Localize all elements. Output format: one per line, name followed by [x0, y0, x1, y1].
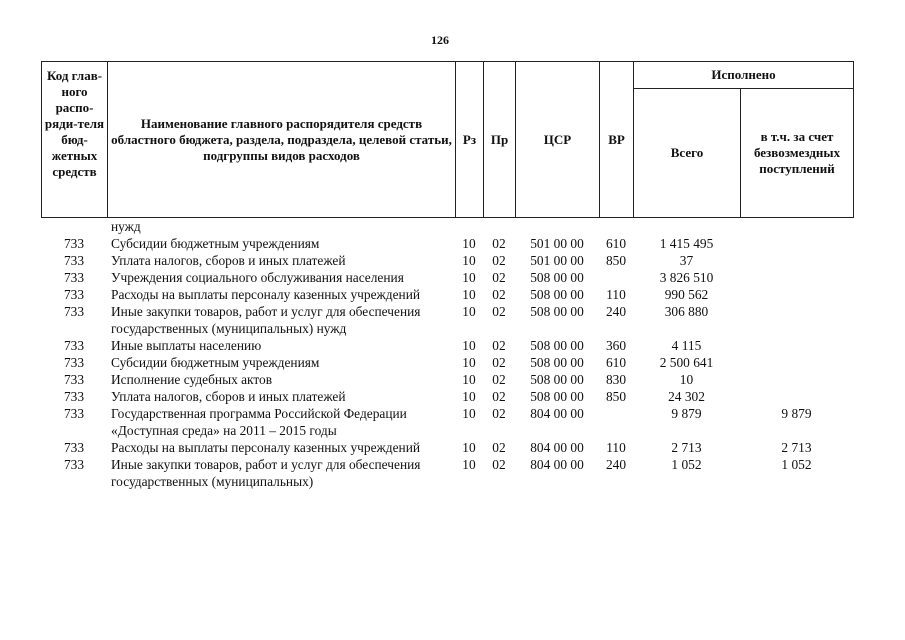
row-free — [740, 388, 853, 405]
row-free: 1 052 — [781, 457, 812, 472]
row-code: 733 — [63, 270, 85, 285]
row-name: Государственная программа Российской Федерации «Доступная среда» на 2011 – 2015 годы — [111, 406, 407, 438]
row-rz: 10 — [462, 236, 476, 251]
row-pr: 02 — [492, 253, 506, 268]
row-csr: 508 00 00 — [530, 355, 584, 370]
row-vr: 610 — [605, 236, 627, 251]
row-name: Исполнение судебных актов — [111, 372, 273, 387]
row-name: Учреждения социального обслуживания населения — [111, 270, 404, 285]
row-csr: 508 00 00 — [530, 270, 584, 285]
row-total: 1 052 — [671, 457, 702, 472]
row-csr: 508 00 00 — [530, 287, 584, 302]
row-total: 37 — [679, 253, 694, 268]
row-pr: 02 — [492, 440, 506, 455]
header-rz: Рз — [456, 62, 484, 218]
table-header — [41, 61, 854, 218]
row-vr — [599, 269, 633, 286]
row-pr: 02 — [492, 304, 506, 319]
row-rz: 10 — [462, 457, 476, 472]
row-rz — [455, 218, 483, 235]
row-name: Расходы на выплаты персоналу казенных учреждений — [111, 287, 421, 302]
row-code: 733 — [63, 457, 85, 472]
row-code: 733 — [63, 355, 85, 370]
row-total — [633, 218, 740, 235]
row-vr: 610 — [605, 355, 627, 370]
row-pr: 02 — [492, 287, 506, 302]
row-vr: 110 — [606, 440, 626, 455]
row-free — [740, 286, 853, 303]
row-code: 733 — [63, 338, 85, 353]
row-code: 733 — [63, 372, 85, 387]
table-row — [41, 303, 853, 337]
row-rz: 10 — [462, 304, 476, 319]
table-row — [41, 388, 853, 405]
row-free — [740, 337, 853, 354]
page-number: 126 — [431, 33, 449, 47]
row-name: Иные закупки товаров, работ и услуг для обеспечения государственных (муниципальных) — [111, 457, 421, 489]
header-total: Всего — [634, 89, 741, 218]
row-free — [740, 303, 853, 337]
row-rz: 10 — [462, 287, 476, 302]
row-pr: 02 — [492, 236, 506, 251]
row-csr — [515, 218, 599, 235]
table-row — [41, 405, 853, 439]
row-pr — [483, 218, 515, 235]
row-total: 2 500 641 — [659, 355, 714, 370]
table-row — [41, 218, 853, 235]
row-name: нужд — [111, 219, 141, 234]
table-row — [41, 269, 853, 286]
row-free — [740, 235, 853, 252]
row-rz: 10 — [462, 389, 476, 404]
row-rz: 10 — [462, 440, 476, 455]
row-code: 733 — [63, 389, 85, 404]
row-rz: 10 — [462, 355, 476, 370]
row-pr: 02 — [492, 355, 506, 370]
row-code: 733 — [63, 440, 85, 455]
header-name: Наименование главного распорядителя средств областного бюджета, раздела, подраздела, целевой статьи, подгруппы видов расходов — [108, 62, 456, 218]
row-name: Уплата налогов, сборов и иных платежей — [111, 389, 346, 404]
row-csr: 508 00 00 — [530, 372, 584, 387]
row-free: 9 879 — [781, 406, 812, 421]
row-code: 733 — [63, 253, 85, 268]
data-table — [41, 218, 853, 490]
row-total: 3 826 510 — [659, 270, 714, 285]
row-rz: 10 — [462, 270, 476, 285]
row-code: 733 — [63, 236, 85, 251]
row-name: Иные выплаты населению — [111, 338, 262, 353]
row-csr: 804 00 00 — [530, 457, 584, 472]
row-rz: 10 — [462, 253, 476, 268]
row-code: 733 — [63, 304, 85, 319]
row-vr: 240 — [605, 457, 627, 472]
row-rz: 10 — [462, 372, 476, 387]
row-vr: 850 — [605, 253, 627, 268]
row-name: Уплата налогов, сборов и иных платежей — [111, 253, 346, 268]
row-free — [740, 354, 853, 371]
row-pr: 02 — [492, 270, 506, 285]
table-row — [41, 439, 853, 456]
row-vr: 360 — [605, 338, 627, 353]
row-free — [740, 371, 853, 388]
row-rz: 10 — [462, 338, 476, 353]
row-pr: 02 — [492, 406, 506, 421]
row-code — [41, 218, 107, 235]
row-total: 1 415 495 — [659, 236, 714, 251]
table-row — [41, 456, 853, 490]
row-csr: 508 00 00 — [530, 304, 584, 319]
row-csr: 804 00 00 — [530, 406, 584, 421]
header-free: в т.ч. за счет безвозмездных поступлений — [741, 89, 854, 218]
header-executed: Исполнено — [634, 62, 854, 89]
table-row — [41, 252, 853, 269]
header-csr: ЦСР — [516, 62, 600, 218]
table-row — [41, 337, 853, 354]
row-total: 24 302 — [668, 389, 705, 404]
row-free — [740, 269, 853, 286]
row-pr: 02 — [492, 389, 506, 404]
table-row — [41, 354, 853, 371]
table-row — [41, 235, 853, 252]
row-total: 2 713 — [671, 440, 702, 455]
row-code: 733 — [63, 406, 85, 421]
row-name: Субсидии бюджетным учреждениям — [111, 236, 320, 251]
row-csr: 508 00 00 — [530, 338, 584, 353]
row-vr — [599, 405, 633, 439]
row-total: 10 — [679, 372, 694, 387]
header-vr: ВР — [600, 62, 634, 218]
row-vr — [599, 218, 633, 235]
row-rz: 10 — [462, 406, 476, 421]
row-code: 733 — [63, 287, 85, 302]
row-total: 306 880 — [664, 304, 709, 319]
row-vr: 850 — [605, 389, 627, 404]
row-free — [740, 218, 853, 235]
row-csr: 804 00 00 — [530, 440, 584, 455]
row-name: Субсидии бюджетным учреждениям — [111, 355, 320, 370]
row-total: 9 879 — [671, 406, 702, 421]
row-name: Расходы на выплаты персоналу казенных учреждений — [111, 440, 421, 455]
row-total: 990 562 — [664, 287, 709, 302]
table-row — [41, 371, 853, 388]
header-pr: Пр — [484, 62, 516, 218]
row-total: 4 115 — [671, 338, 702, 353]
row-name: Иные закупки товаров, работ и услуг для обеспечения государственных (муниципальных) нужд — [111, 304, 421, 336]
row-csr: 508 00 00 — [530, 389, 584, 404]
header-code: Код глав-ного распо-ряди-теля бюд-жетных средств — [42, 62, 108, 218]
row-csr: 501 00 00 — [530, 236, 584, 251]
row-vr: 110 — [606, 287, 626, 302]
row-free: 2 713 — [781, 440, 812, 455]
row-vr: 240 — [605, 304, 627, 319]
row-free — [740, 252, 853, 269]
row-pr: 02 — [492, 338, 506, 353]
row-vr: 830 — [605, 372, 627, 387]
row-pr: 02 — [492, 457, 506, 472]
row-pr: 02 — [492, 372, 506, 387]
table-row — [41, 286, 853, 303]
row-csr: 501 00 00 — [530, 253, 584, 268]
